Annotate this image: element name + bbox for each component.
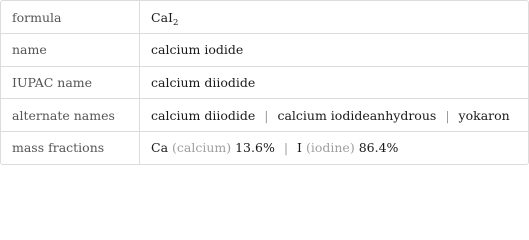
alternate-names-label: alternate names <box>1 99 140 132</box>
iupac-name-label: IUPAC name <box>1 66 140 99</box>
properties-table <box>1 1 528 164</box>
formula-label: formula <box>1 1 140 34</box>
alternate-name: yokaron <box>458 107 510 123</box>
name-label: name <box>1 34 140 67</box>
element-symbol: Ca <box>151 140 169 156</box>
iupac-name-value: calcium diiodide <box>140 66 529 99</box>
alternate-name: calcium iodideanhydrous <box>277 107 437 123</box>
formula-value <box>140 1 529 34</box>
table-row-mass-fractions <box>1 131 528 164</box>
mass-fractions-label: mass fractions <box>1 131 140 164</box>
alternate-name: calcium diiodide <box>151 107 256 123</box>
separator: | <box>264 107 269 123</box>
element-name: (iodine) <box>305 140 355 156</box>
separator: | <box>445 107 450 123</box>
separator: | <box>283 140 289 156</box>
table-row-name <box>1 34 528 67</box>
formula-subscript: 2 <box>172 17 179 28</box>
mass-fractions-value <box>140 131 529 164</box>
element-symbol: I <box>297 140 302 156</box>
table-row-formula <box>1 1 528 34</box>
mass-fraction: 13.6% <box>235 140 275 156</box>
element-name: (calcium) <box>172 140 232 156</box>
mass-fraction: 86.4% <box>358 140 399 156</box>
table-row-alternate-names <box>1 99 528 132</box>
table-row-iupac-name <box>1 66 528 99</box>
alternate-names-value <box>140 99 529 132</box>
name-value: calcium iodide <box>140 34 529 67</box>
formula-base: CaI <box>151 9 173 25</box>
